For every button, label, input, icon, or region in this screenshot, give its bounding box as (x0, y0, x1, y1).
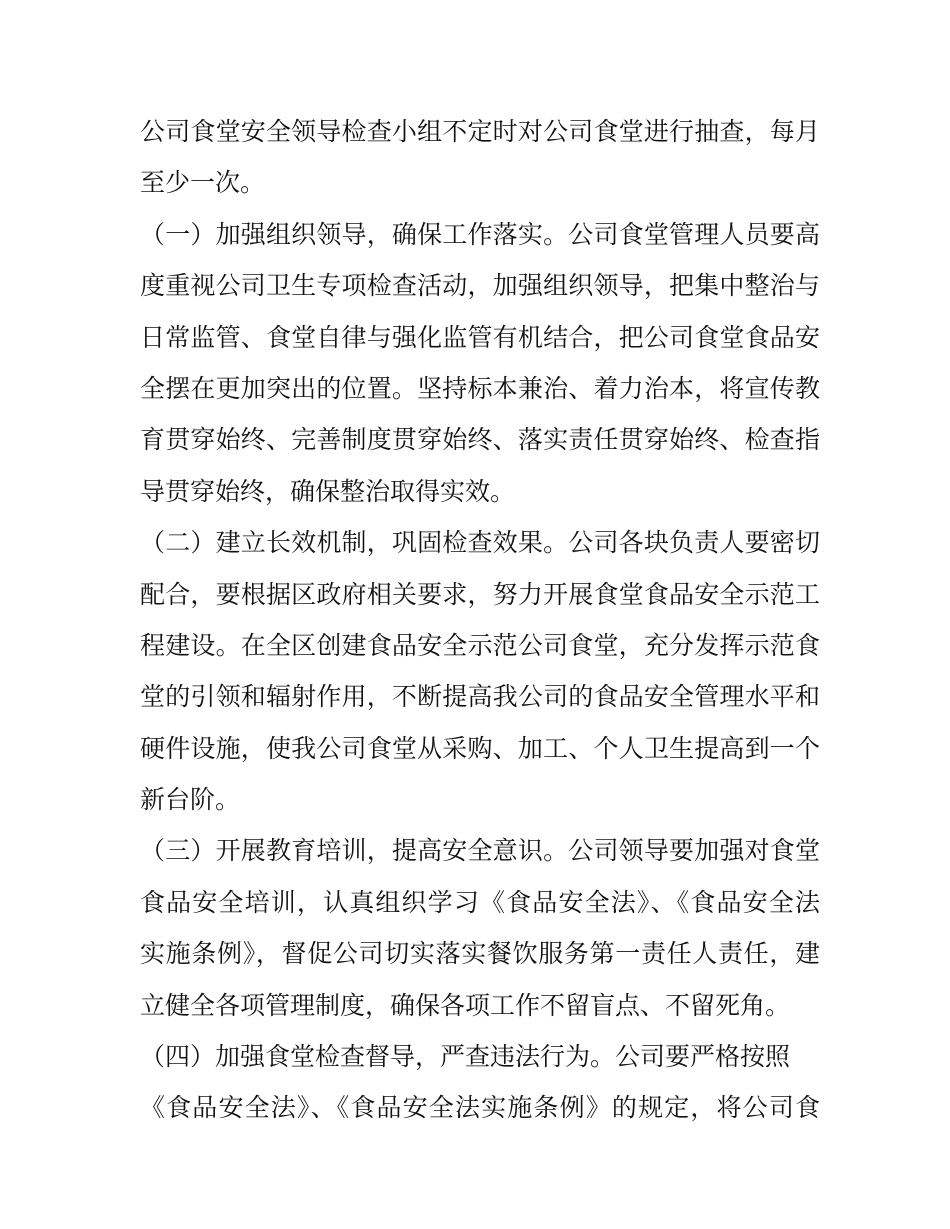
text-line: 至少一次。 (140, 168, 266, 198)
text-line: 立健全各项管理制度，确保各项工作不留盲点、不留死角。 (140, 990, 791, 1020)
text-line: 导贯穿始终，确保整治取得实效。 (140, 476, 516, 506)
text-line: 配合，要根据区政府相关要求，努力开展食堂食品安全示范工 (140, 579, 820, 609)
text-line: 《食品安全法》、《食品安全法实施条例》的规定，将公司食 (140, 1093, 820, 1123)
text-line: （三）开展教育培训，提高安全意识。公司领导要加强对食堂 (140, 836, 820, 866)
text-line: 实施条例》，督促公司切实落实餐饮服务第一责任人责任，建 (140, 939, 820, 969)
text-line: （二）建立长效机制，巩固检查效果。公司各块负责人要密切 (140, 528, 820, 558)
text-line: 日常监管、食堂自律与强化监管有机结合，把公司食堂食品安 (140, 322, 820, 352)
text-line: 程建设。在全区创建食品安全示范公司食堂，充分发挥示范食 (140, 630, 820, 660)
document-body (140, 106, 820, 1134)
text-line: （四）加强食堂检查督导，严查违法行为。公司要严格按照 (140, 1042, 791, 1072)
text-line: 新台阶。 (140, 785, 241, 815)
text-line: 公司食堂安全领导检查小组不定时对公司食堂进行抽查，每月 (140, 117, 820, 146)
text-line: 全摆在更加突出的位置。坚持标本兼治、着力治本，将宣传教 (140, 373, 820, 403)
text-line: 度重视公司卫生专项检查活动，加强组织领导，把集中整治与 (140, 271, 820, 301)
text-line: 堂的引领和辐射作用，不断提高我公司的食品安全管理水平和 (140, 682, 820, 712)
text-line: 硬件设施，使我公司食堂从采购、加工、个人卫生提高到一个 (140, 733, 820, 763)
text-line: 育贯穿始终、完善制度贯穿始终、落实责任贯穿始终、检查指 (140, 425, 820, 455)
text-line: 食品安全培训，认真组织学习《食品安全法》、《食品安全法 (140, 887, 820, 917)
text-line: （一）加强组织领导，确保工作落实。公司食堂管理人员要高 (140, 219, 820, 249)
